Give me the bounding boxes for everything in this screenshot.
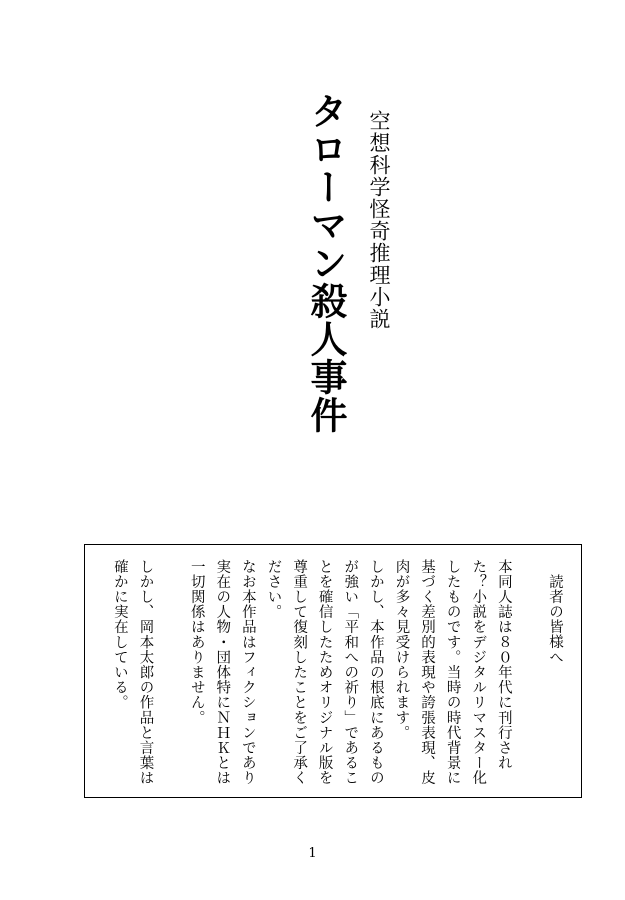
notice-paragraph-1: 本同人誌は８０年代に刊行された？小説をデジタルリマスター化したものです。当時の時代背景に基づく差別的表現や誇張表現、皮肉が多々見受けられます。 [393, 559, 512, 786]
page-number: 1 [308, 846, 317, 861]
notice-paragraph-4: しかし、岡本太郎の作品と言葉は確かに実在している。 [111, 559, 154, 786]
book-subtitle: 空想科学怪奇推理小説 [367, 110, 391, 330]
reader-notice-box [84, 544, 582, 798]
notice-heading: 読者の皆様へ [547, 573, 563, 665]
notice-paragraph-3: なお本作品はフィクションであり実在の人物・団体特にＮＨＫとは一切関係はありません。 [188, 559, 256, 786]
notice-paragraph-2: しかし、本作品の根底にあるものが強い「平和への祈り」であることを確信したためオリジナル版を尊重して復刻したことをご了承ください。 [265, 559, 384, 786]
reader-notice-text [106, 559, 567, 789]
book-title: タローマン殺人事件 [304, 92, 348, 434]
